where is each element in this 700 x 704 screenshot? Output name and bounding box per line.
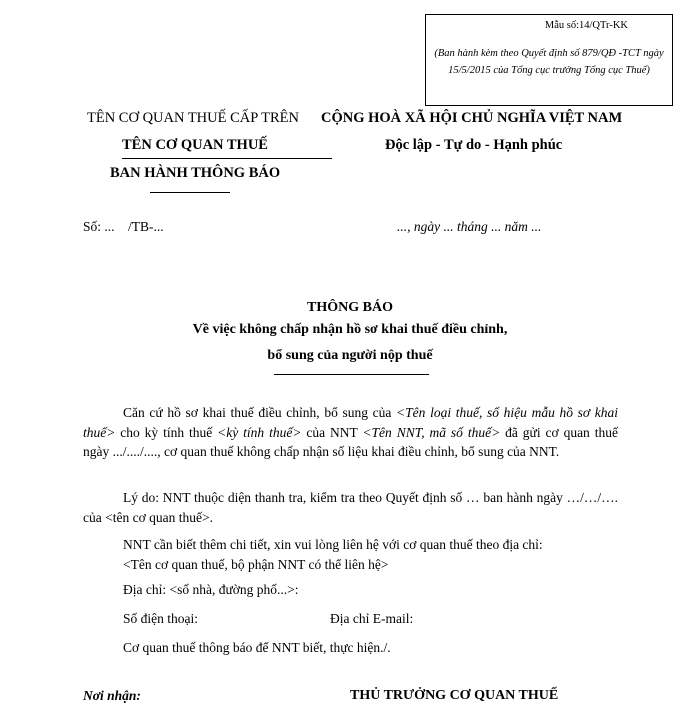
issuer-underline: [150, 192, 230, 193]
superior-agency-name: TÊN CƠ QUAN THUẾ CẤP TRÊN: [87, 110, 299, 126]
form-issuance-note: (Ban hành kèm theo Quyết định số 879/QĐ -TCT ngày 15/5/2015 của Tổng cục trưởng Tổng cục Thuế): [434, 48, 664, 76]
paragraph-basis: Căn cứ hồ sơ khai thuế điều chỉnh, bổ sung của <Tên loại thuế, số hiệu mẫu hồ sơ khai thuế> cho kỳ tính thuế <kỳ tính thuế> của NNT <Tên NNT, mã số thuế> đã gửi cơ quan thuế ngày .../..../...., cơ quan thuế không chấp nhận số liệu khai điều chỉnh, bổ sung của NNT.: [83, 405, 618, 459]
title-underline: [274, 374, 429, 375]
agency-underline: [122, 158, 332, 159]
contact-line1: NNT cần biết thêm chi tiết, xin vui lòng liên hệ với cơ quan thuế theo địa chỉ:: [123, 537, 543, 552]
document-date: ..., ngày ... tháng ... năm ...: [397, 219, 542, 234]
signer-title: THỦ TRƯỞNG CƠ QUAN THUẾ: [350, 688, 559, 703]
recipients-label: Nơi nhận:: [83, 688, 141, 703]
paragraph-contact: [123, 535, 623, 574]
country-name: CỘNG HOÀ XÃ HỘI CHỦ NGHĨA VIỆT NAM: [321, 110, 623, 126]
tax-period-placeholder: <kỳ tính thuế>: [217, 424, 302, 440]
closing-line: Cơ quan thuế thông báo để NNT biết, thực hiện./.: [123, 640, 391, 655]
address-line: Địa chỉ: <số nhà, đường phố...>:: [123, 582, 299, 597]
national-motto: Độc lập - Tự do - Hạnh phúc: [385, 137, 563, 153]
paragraph-reason: Lý do: NNT thuộc diện thanh tra, kiểm tra theo Quyết định số … ban hành ngày …/…/…. của <tên cơ quan thuế>.: [83, 490, 618, 525]
notice-subtitle-line1: Về việc không chấp nhận hồ sơ khai thuế điều chỉnh,: [192, 322, 508, 337]
document-number: Số: ... /TB-...: [83, 219, 164, 234]
tax-type-placeholder: <Tên loại thuế, số hiệu mẫu hồ sơ khai thuế>: [83, 405, 618, 440]
form-code: Mẫu số:14/QTr-KK: [544, 20, 628, 31]
notice-subtitle-line2: bổ sung của người nộp thuế: [267, 348, 433, 363]
notice-title: THÔNG BÁO: [307, 300, 393, 315]
form-code-box: [425, 14, 673, 106]
phone-line: Số điện thoại:: [123, 611, 198, 626]
issuer-name: BAN HÀNH THÔNG BÁO: [110, 165, 281, 181]
agency-name: TÊN CƠ QUAN THUẾ: [122, 137, 268, 153]
email-line: Địa chỉ E-mail:: [330, 611, 414, 626]
taxpayer-placeholder: <Tên NNT, mã số thuế>: [362, 424, 501, 440]
contact-line2: <Tên cơ quan thuế, bộ phận NNT có thể liên hệ>: [123, 556, 389, 572]
